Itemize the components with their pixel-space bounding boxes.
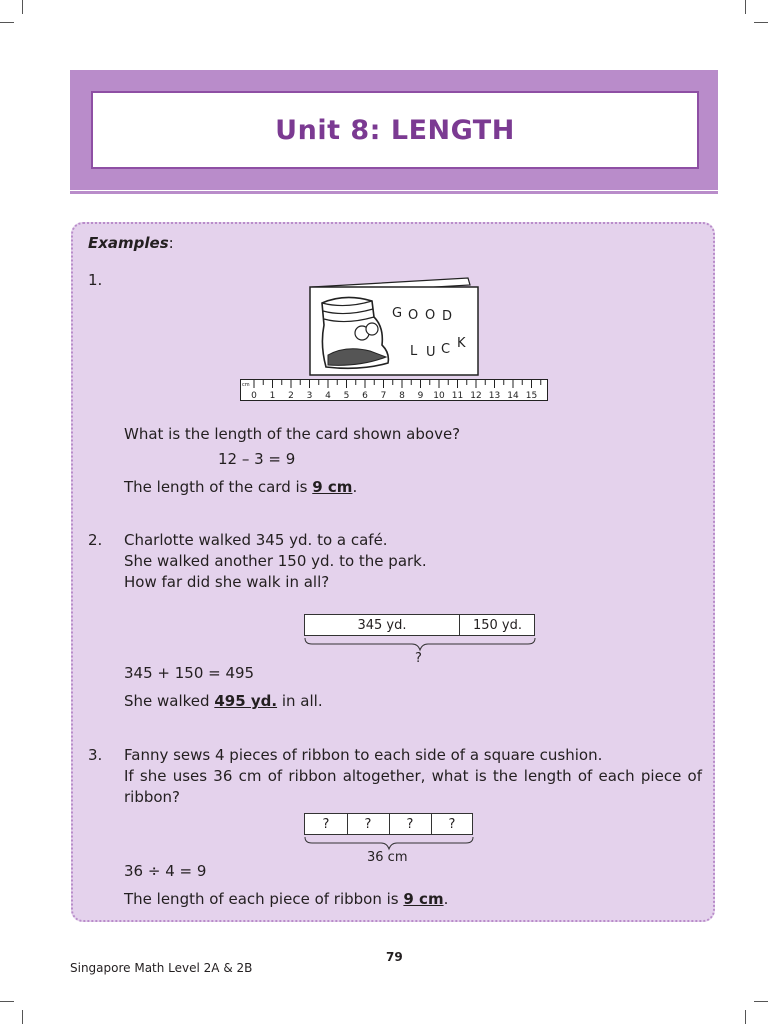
page-number: 79 — [386, 950, 403, 964]
answer-suffix: in all. — [277, 692, 323, 710]
answer-prefix: The length of the card is — [124, 478, 313, 496]
example-3-number: 3. — [88, 746, 103, 764]
answer-prefix: She walked — [124, 692, 215, 710]
bar-segment: 345 yd. — [357, 617, 407, 633]
ruler-tick-label: 2 — [288, 391, 294, 401]
answer-prefix: The length of each piece of ribbon is — [124, 890, 404, 908]
answer-value: 9 cm — [312, 478, 353, 496]
page-title: Unit 8: LENGTH — [275, 114, 515, 146]
example-2-line: How far did she walk in all? — [124, 573, 330, 591]
answer-value: 9 cm — [403, 890, 444, 908]
card-letter: C — [441, 342, 451, 357]
ruler-tick-label: 9 — [417, 391, 424, 401]
ruler-tick-label: 5 — [343, 391, 350, 401]
example-2-answer — [124, 691, 323, 712]
ruler — [240, 379, 548, 402]
examples-heading — [88, 233, 174, 254]
bar-model — [304, 813, 473, 835]
card-letter: U — [426, 345, 436, 360]
crop-mark — [0, 1001, 14, 1002]
examples-colon: : — [168, 234, 174, 252]
bar-segment: 150 yd. — [472, 617, 523, 633]
example-3-equation: 36 ÷ 4 = 9 — [124, 862, 207, 880]
card-letter: K — [457, 336, 466, 351]
ruler-tick-label: 15 — [525, 391, 538, 401]
crop-mark — [22, 0, 23, 14]
example-3-answer — [124, 889, 448, 910]
bar-segment: ? — [364, 816, 372, 832]
ruler-tick-label: 3 — [306, 391, 313, 401]
ruler-tick-label: 6 — [362, 391, 368, 401]
ruler-tick-label: 10 — [433, 391, 445, 401]
bar-segment: ? — [448, 816, 456, 832]
example-3-line: If she uses 36 cm of ribbon altogether, what is the length of each piece of — [124, 767, 702, 785]
ruler-tick-label: 0 — [251, 391, 257, 401]
ruler-tick-label: 1 — [269, 391, 276, 401]
example-3-line: ribbon? — [124, 788, 181, 806]
ruler-tick-label: 8 — [399, 391, 405, 401]
ruler-body — [241, 380, 548, 401]
example-2-line: She walked another 150 yd. to the park. — [124, 552, 427, 570]
example-2-line: Charlotte walked 345 yd. to a café. — [124, 531, 388, 549]
example-3-line: Fanny sews 4 pieces of ribbon to each side of a square cushion. — [124, 746, 603, 764]
bar-total-label: ? — [415, 651, 422, 666]
card-letter: D — [442, 309, 453, 324]
crop-mark — [745, 0, 746, 14]
bar-model — [304, 614, 535, 636]
card-letter: L — [410, 344, 418, 359]
banner-underline — [70, 191, 718, 194]
example-2-number: 2. — [88, 531, 103, 549]
card-letter: G — [392, 306, 403, 321]
example-1-number: 1. — [88, 271, 103, 289]
bar-total-label: 36 cm — [367, 850, 408, 865]
ruler-tick-label: 13 — [488, 391, 501, 401]
ruler-tick-label: 4 — [325, 391, 331, 401]
bar-segment: ? — [322, 816, 330, 832]
card-letter: O — [425, 308, 436, 323]
footer-text: Singapore Math Level 2A & 2B — [70, 961, 253, 975]
good-luck-card-illustration — [300, 275, 490, 380]
ruler-unit-label: cm — [242, 382, 250, 388]
answer-suffix: . — [352, 478, 358, 496]
example-1-answer — [124, 477, 357, 498]
ruler-tick-label: 12 — [470, 391, 482, 401]
card-letter: O — [408, 308, 419, 323]
example-1-equation: 12 – 3 = 9 — [218, 450, 296, 468]
crop-mark — [754, 1001, 768, 1002]
crop-mark — [745, 1010, 746, 1024]
ruler-tick-label: 11 — [451, 391, 464, 401]
ruler-tick-label: 14 — [507, 391, 519, 401]
title-box — [91, 91, 699, 169]
example-2-equation: 345 + 150 = 495 — [124, 664, 255, 682]
bar-segment: ? — [406, 816, 414, 832]
examples-label: Examples — [88, 234, 169, 252]
ruler-tick-label: 7 — [380, 391, 387, 401]
crop-mark — [754, 22, 768, 23]
answer-suffix: . — [443, 890, 449, 908]
crop-mark — [0, 22, 14, 23]
example-1-question: What is the length of the card shown above? — [124, 425, 461, 443]
crop-mark — [22, 1010, 23, 1024]
answer-value: 495 yd. — [214, 692, 278, 710]
